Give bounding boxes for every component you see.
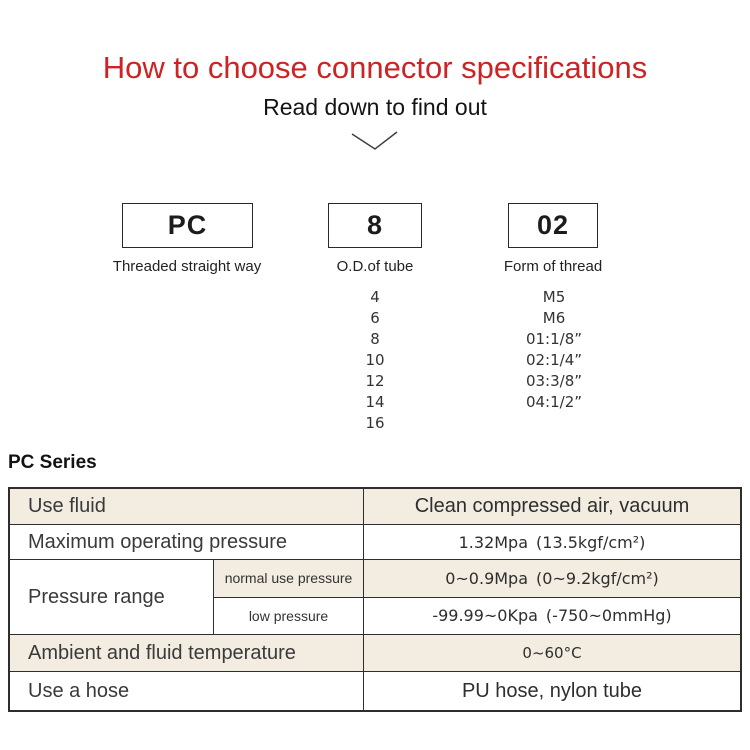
- pressure-range-subrows: [214, 560, 740, 634]
- code-box-prefix: [122, 203, 253, 248]
- spec-row-use-fluid: [10, 489, 740, 525]
- spec-sublabel-low-pressure: low pressure: [214, 598, 364, 635]
- spec-row-max-pressure: [10, 525, 740, 560]
- thread-form-option: 01:1/8”: [525, 330, 583, 348]
- tube-size-option: 10: [365, 351, 385, 369]
- tube-size-label: O.D.of tube: [336, 258, 414, 275]
- spec-label-use-fluid: Use fluid: [10, 489, 364, 524]
- tube-size-option: 12: [365, 372, 385, 390]
- tube-size-options: [325, 287, 425, 434]
- thread-form-option: 02:1/4”: [525, 351, 583, 369]
- spec-sublabel-normal-pressure: normal use pressure: [214, 560, 364, 597]
- spec-value-max-pressure: 1.32Mpa (13.5kgf/cm²): [458, 532, 646, 552]
- code-box-tube-size-text: 8: [366, 210, 384, 240]
- spec-value-use-fluid: Clean compressed air, vacuum: [414, 495, 690, 517]
- spec-value-hose: PU hose, nylon tube: [461, 679, 643, 702]
- spec-value-normal-pressure: 0~0.9Mpa (0~9.2kgf/cm²): [445, 568, 659, 588]
- tube-size-option: 8: [370, 330, 380, 348]
- spec-row-temperature: [10, 635, 740, 672]
- spec-label-temperature: Ambient and fluid temperature: [10, 635, 364, 671]
- spec-label-max-pressure: Maximum operating pressure: [10, 525, 364, 559]
- spec-row-pressure-range: [10, 560, 740, 635]
- code-box-thread-form-text: 02: [536, 210, 570, 240]
- page-subtitle: Read down to find out: [263, 94, 487, 120]
- thread-form-label: Form of thread: [503, 258, 603, 275]
- spec-label-hose: Use a hose: [10, 672, 364, 710]
- tube-size-option: 6: [370, 309, 380, 327]
- spec-subrow-normal-pressure: [214, 560, 740, 598]
- tube-size-option: 4: [370, 288, 380, 306]
- thread-form-options: [490, 287, 618, 413]
- code-box-prefix-text: PC: [167, 210, 208, 240]
- spec-row-hose: [10, 672, 740, 710]
- prefix-label: Threaded straight way: [112, 258, 262, 275]
- series-heading: PC Series: [8, 452, 97, 473]
- thread-form-option: 03:3/8”: [525, 372, 583, 390]
- spec-value-low-pressure: -99.99~0Kpa (-750~0mmHg): [432, 606, 672, 626]
- tube-size-option: 16: [365, 414, 385, 432]
- code-box-tube-size: [328, 203, 422, 248]
- code-box-thread-form: [508, 203, 598, 248]
- thread-form-option: M5: [542, 288, 566, 306]
- spec-value-temperature: 0~60°C: [522, 644, 582, 662]
- chevron-down-icon: [348, 129, 402, 155]
- page-title: How to choose connector specifications: [102, 50, 648, 85]
- spec-table: [8, 487, 742, 712]
- thread-form-option: 04:1/2”: [525, 393, 583, 411]
- tube-size-option: 14: [365, 393, 385, 411]
- spec-subrow-low-pressure: [214, 598, 740, 635]
- thread-form-option: M6: [542, 309, 566, 327]
- spec-label-pressure-range: Pressure range: [10, 560, 214, 634]
